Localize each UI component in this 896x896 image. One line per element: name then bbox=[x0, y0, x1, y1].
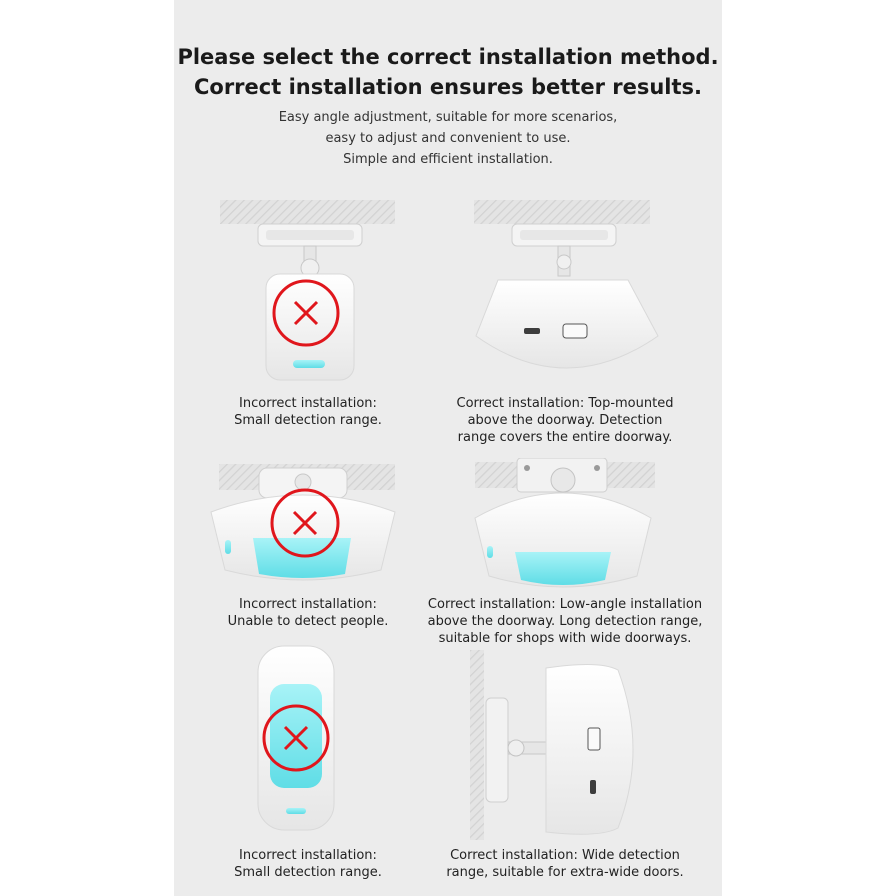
caption-line: range covers the entire doorway. bbox=[457, 430, 673, 445]
caption-line: Correct installation: Top-mounted bbox=[456, 396, 674, 411]
subtitle-line-1: Easy angle adjustment, suitable for more scenarios, bbox=[278, 110, 618, 125]
caption-incorrect-1 bbox=[208, 395, 408, 429]
caption-incorrect-3 bbox=[208, 847, 408, 881]
illustration-incorrect-1 bbox=[218, 200, 398, 390]
caption-line: Incorrect installation: bbox=[239, 597, 377, 612]
caption-line: range, suitable for extra-wide doors. bbox=[446, 865, 684, 880]
subtitle-line-3: Simple and efficient installation. bbox=[343, 152, 553, 167]
illustration-incorrect-2 bbox=[205, 460, 400, 590]
caption-line: Unable to detect people. bbox=[227, 614, 389, 629]
subtitle-line-2: easy to adjust and convenient to use. bbox=[325, 131, 571, 146]
illustration-correct-1 bbox=[470, 200, 660, 390]
caption-line: Incorrect installation: bbox=[239, 396, 377, 411]
headline-line-1: Please select the correct installation method. bbox=[177, 45, 719, 69]
caption-line: above the doorway. Detection bbox=[467, 413, 663, 428]
caption-line: Small detection range. bbox=[234, 865, 382, 880]
caption-line: Correct installation: Low-angle installation bbox=[427, 597, 703, 612]
caption-line: suitable for shops with wide doorways. bbox=[438, 631, 692, 646]
illustration-correct-2 bbox=[465, 458, 660, 593]
caption-correct-1 bbox=[430, 395, 700, 446]
caption-incorrect-2 bbox=[208, 596, 408, 630]
illustration-correct-3 bbox=[470, 650, 640, 840]
caption-line: Correct installation: Wide detection bbox=[450, 848, 680, 863]
caption-correct-3 bbox=[430, 847, 700, 881]
headline-line-2: Correct installation ensures better results. bbox=[193, 75, 703, 99]
caption-line: Small detection range. bbox=[234, 413, 382, 428]
illustration-incorrect-3 bbox=[250, 640, 350, 835]
caption-correct-2 bbox=[415, 596, 715, 647]
caption-line: Incorrect installation: bbox=[239, 848, 377, 863]
caption-line: above the doorway. Long detection range, bbox=[427, 614, 703, 629]
